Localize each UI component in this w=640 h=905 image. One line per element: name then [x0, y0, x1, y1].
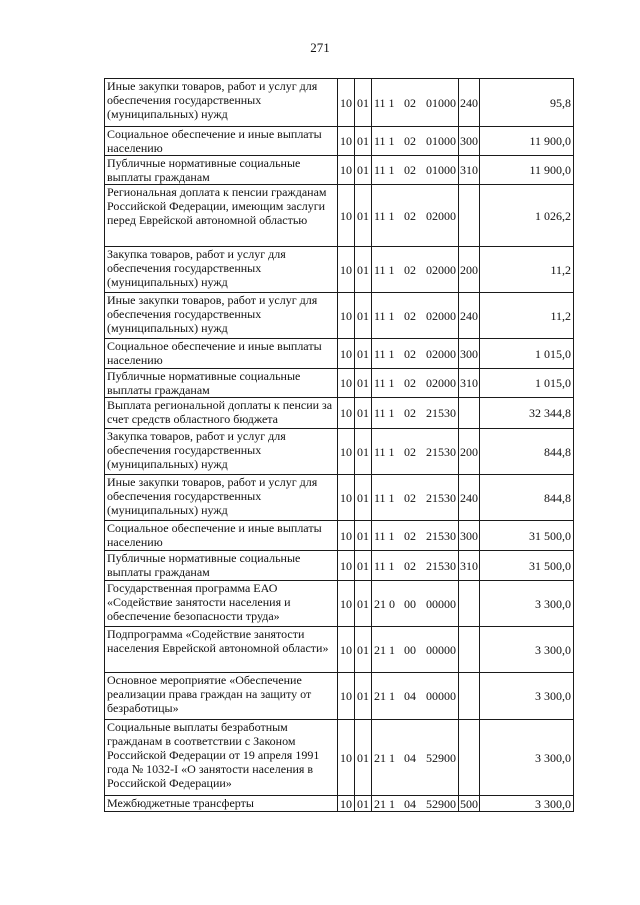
target-program-code: 11 1 [374, 134, 395, 148]
target-direction-code: 01000 [426, 95, 456, 110]
table-row [105, 627, 574, 673]
row-expense-type-code: 300 [459, 127, 480, 156]
table-row [105, 551, 574, 581]
row-name: Основное мероприятие «Обеспечение реализации права граждан на защиту от безработицы» [105, 673, 338, 720]
row-section-code: 10 [338, 79, 355, 127]
table-row [105, 475, 574, 521]
row-target-article-code [372, 551, 459, 581]
row-amount: 11 900,0 [480, 127, 574, 156]
row-subsection-code: 01 [355, 127, 372, 156]
row-section-code: 10 [338, 156, 355, 185]
target-program-code: 11 1 [374, 376, 395, 390]
row-target-article-code [372, 185, 459, 247]
target-event-code: 02 [404, 208, 416, 223]
row-name: Публичные нормативные социальные выплаты гражданам [105, 369, 338, 398]
target-direction-code: 52900 [426, 750, 456, 765]
row-target-article-code [372, 369, 459, 398]
target-direction-code: 02000 [426, 376, 456, 390]
row-expense-type-code [459, 581, 480, 627]
row-subsection-code: 01 [355, 156, 372, 185]
table-row [105, 79, 574, 127]
row-amount: 11,2 [480, 293, 574, 339]
row-subsection-code: 01 [355, 185, 372, 247]
row-expense-type-code: 200 [459, 429, 480, 475]
row-name: Иные закупки товаров, работ и услуг для обеспечения государственных (муниципальных) нужд [105, 475, 338, 521]
target-event-code: 02 [404, 308, 416, 323]
target-program-code: 11 1 [374, 444, 395, 459]
target-event-code: 02 [404, 163, 416, 177]
row-target-article-code [372, 796, 459, 812]
row-target-article-code [372, 581, 459, 627]
row-expense-type-code: 310 [459, 156, 480, 185]
row-subsection-code: 01 [355, 429, 372, 475]
row-name: Иные закупки товаров, работ и услуг для обеспечения государственных (муниципальных) нужд [105, 79, 338, 127]
target-direction-code: 01000 [426, 163, 456, 177]
target-direction-code: 02000 [426, 208, 456, 223]
row-amount: 3 300,0 [480, 673, 574, 720]
row-amount: 3 300,0 [480, 627, 574, 673]
row-amount: 1 015,0 [480, 339, 574, 369]
row-subsection-code: 01 [355, 551, 372, 581]
row-section-code: 10 [338, 127, 355, 156]
target-event-code: 00 [404, 596, 416, 611]
row-amount: 1 015,0 [480, 369, 574, 398]
target-program-code: 21 1 [374, 689, 395, 703]
target-program-code: 21 1 [374, 642, 395, 657]
row-subsection-code: 01 [355, 475, 372, 521]
row-section-code: 10 [338, 627, 355, 673]
target-program-code: 21 1 [374, 796, 395, 811]
row-amount: 844,8 [480, 475, 574, 521]
row-expense-type-code: 310 [459, 369, 480, 398]
target-direction-code: 21530 [426, 528, 456, 543]
row-amount: 32 344,8 [480, 398, 574, 429]
row-target-article-code [372, 293, 459, 339]
target-program-code: 21 0 [374, 596, 395, 611]
row-section-code: 10 [338, 369, 355, 398]
row-subsection-code: 01 [355, 796, 372, 812]
row-name: Иные закупки товаров, работ и услуг для обеспечения государственных (муниципальных) нужд [105, 293, 338, 339]
target-program-code: 11 1 [374, 208, 395, 223]
table-row [105, 673, 574, 720]
row-section-code: 10 [338, 551, 355, 581]
row-name: Межбюджетные трансферты [105, 796, 338, 812]
row-section-code: 10 [338, 247, 355, 293]
target-event-code: 02 [404, 346, 416, 361]
target-event-code: 02 [404, 490, 416, 505]
row-subsection-code: 01 [355, 79, 372, 127]
row-subsection-code: 01 [355, 369, 372, 398]
row-target-article-code [372, 429, 459, 475]
row-target-article-code [372, 156, 459, 185]
row-target-article-code [372, 127, 459, 156]
row-amount: 1 026,2 [480, 185, 574, 247]
target-event-code: 04 [404, 750, 416, 765]
row-section-code: 10 [338, 475, 355, 521]
table-row [105, 796, 574, 812]
row-expense-type-code [459, 398, 480, 429]
row-section-code: 10 [338, 293, 355, 339]
target-program-code: 11 1 [374, 346, 395, 361]
row-name: Региональная доплата к пенсии гражданам Российской Федерации, имеющим заслуги перед Еврейской автономной областью [105, 185, 338, 247]
row-name: Социальное обеспечение и иные выплаты населению [105, 339, 338, 369]
target-event-code: 02 [404, 528, 416, 543]
row-section-code: 10 [338, 429, 355, 475]
row-expense-type-code: 300 [459, 339, 480, 369]
target-direction-code: 02000 [426, 346, 456, 361]
row-subsection-code: 01 [355, 293, 372, 339]
table-row [105, 521, 574, 551]
row-target-article-code [372, 339, 459, 369]
row-section-code: 10 [338, 521, 355, 551]
target-direction-code: 00000 [426, 596, 456, 611]
row-expense-type-code [459, 673, 480, 720]
row-name: Публичные нормативные социальные выплаты гражданам [105, 156, 338, 185]
row-section-code: 10 [338, 720, 355, 796]
row-target-article-code [372, 720, 459, 796]
target-event-code: 02 [404, 376, 416, 390]
row-expense-type-code: 240 [459, 79, 480, 127]
row-subsection-code: 01 [355, 581, 372, 627]
target-direction-code: 01000 [426, 134, 456, 148]
target-program-code: 21 1 [374, 750, 395, 765]
table-row [105, 581, 574, 627]
row-name: Закупка товаров, работ и услуг для обеспечения государственных (муниципальных) нужд [105, 429, 338, 475]
row-subsection-code: 01 [355, 627, 372, 673]
target-event-code: 02 [404, 134, 416, 148]
row-amount: 31 500,0 [480, 551, 574, 581]
row-amount: 11 900,0 [480, 156, 574, 185]
target-direction-code: 21530 [426, 558, 456, 573]
row-expense-type-code [459, 720, 480, 796]
table-row [105, 247, 574, 293]
row-amount: 3 300,0 [480, 796, 574, 812]
target-program-code: 11 1 [374, 406, 395, 420]
target-event-code: 00 [404, 642, 416, 657]
row-expense-type-code [459, 627, 480, 673]
row-target-article-code [372, 398, 459, 429]
row-amount: 11,2 [480, 247, 574, 293]
row-amount: 3 300,0 [480, 581, 574, 627]
row-target-article-code [372, 521, 459, 551]
row-subsection-code: 01 [355, 720, 372, 796]
target-event-code: 02 [404, 444, 416, 459]
row-amount: 31 500,0 [480, 521, 574, 551]
row-expense-type-code: 240 [459, 293, 480, 339]
row-subsection-code: 01 [355, 673, 372, 720]
target-direction-code: 00000 [426, 642, 456, 657]
row-amount: 95,8 [480, 79, 574, 127]
table-row [105, 185, 574, 247]
target-event-code: 04 [404, 796, 416, 811]
row-expense-type-code: 300 [459, 521, 480, 551]
row-expense-type-code: 200 [459, 247, 480, 293]
row-target-article-code [372, 247, 459, 293]
row-name: Социальное обеспечение и иные выплаты населению [105, 127, 338, 156]
target-event-code: 04 [404, 689, 416, 703]
row-name: Государственная программа ЕАО «Содействие занятости населения и обеспечение безопасности труда» [105, 581, 338, 627]
target-direction-code: 21530 [426, 406, 456, 420]
row-section-code: 10 [338, 339, 355, 369]
table-row [105, 339, 574, 369]
budget-table-body [105, 79, 574, 812]
table-row [105, 369, 574, 398]
target-direction-code: 00000 [426, 689, 456, 703]
table-row [105, 429, 574, 475]
target-direction-code: 21530 [426, 444, 456, 459]
row-amount: 844,8 [480, 429, 574, 475]
row-subsection-code: 01 [355, 398, 372, 429]
row-name: Закупка товаров, работ и услуг для обеспечения государственных (муниципальных) нужд [105, 247, 338, 293]
table-row [105, 720, 574, 796]
row-expense-type-code: 310 [459, 551, 480, 581]
target-program-code: 11 1 [374, 558, 395, 573]
row-target-article-code [372, 673, 459, 720]
table-row [105, 156, 574, 185]
row-section-code: 10 [338, 673, 355, 720]
row-name: Публичные нормативные социальные выплаты гражданам [105, 551, 338, 581]
table-row [105, 398, 574, 429]
row-target-article-code [372, 475, 459, 521]
row-subsection-code: 01 [355, 339, 372, 369]
row-name: Социальные выплаты безработным гражданам в соответствии с Законом Российской Федерации от 19 апреля 1991 года № 1032-I «О занятости населения в Российской Федерации» [105, 720, 338, 796]
row-target-article-code [372, 627, 459, 673]
row-subsection-code: 01 [355, 521, 372, 551]
target-program-code: 11 1 [374, 163, 395, 177]
target-direction-code: 02000 [426, 308, 456, 323]
page-number: 271 [310, 40, 330, 55]
row-subsection-code: 01 [355, 247, 372, 293]
row-name: Социальное обеспечение и иные выплаты населению [105, 521, 338, 551]
target-event-code: 02 [404, 406, 416, 420]
row-section-code: 10 [338, 398, 355, 429]
row-expense-type-code: 240 [459, 475, 480, 521]
target-direction-code: 02000 [426, 262, 456, 277]
target-program-code: 11 1 [374, 528, 395, 543]
target-event-code: 02 [404, 558, 416, 573]
row-expense-type-code: 500 [460, 796, 478, 811]
row-amount: 3 300,0 [480, 720, 574, 796]
target-direction-code: 52900 [426, 796, 456, 811]
target-event-code: 02 [404, 95, 416, 110]
row-name: Подпрограмма «Содействие занятости населения Еврейской автономной области» [105, 627, 338, 673]
row-expense-type-code [459, 185, 480, 247]
budget-table [104, 78, 574, 812]
target-program-code: 11 1 [374, 490, 395, 505]
target-program-code: 11 1 [374, 262, 395, 277]
target-program-code: 11 1 [374, 95, 395, 110]
target-program-code: 11 1 [374, 308, 395, 323]
target-direction-code: 21530 [426, 490, 456, 505]
row-target-article-code [372, 79, 459, 127]
row-section-code: 10 [338, 185, 355, 247]
table-row [105, 293, 574, 339]
row-section-code: 10 [338, 796, 355, 812]
target-event-code: 02 [404, 262, 416, 277]
table-row [105, 127, 574, 156]
row-name: Выплата региональной доплаты к пенсии за счет средств областного бюджета [105, 398, 338, 429]
row-section-code: 10 [338, 581, 355, 627]
